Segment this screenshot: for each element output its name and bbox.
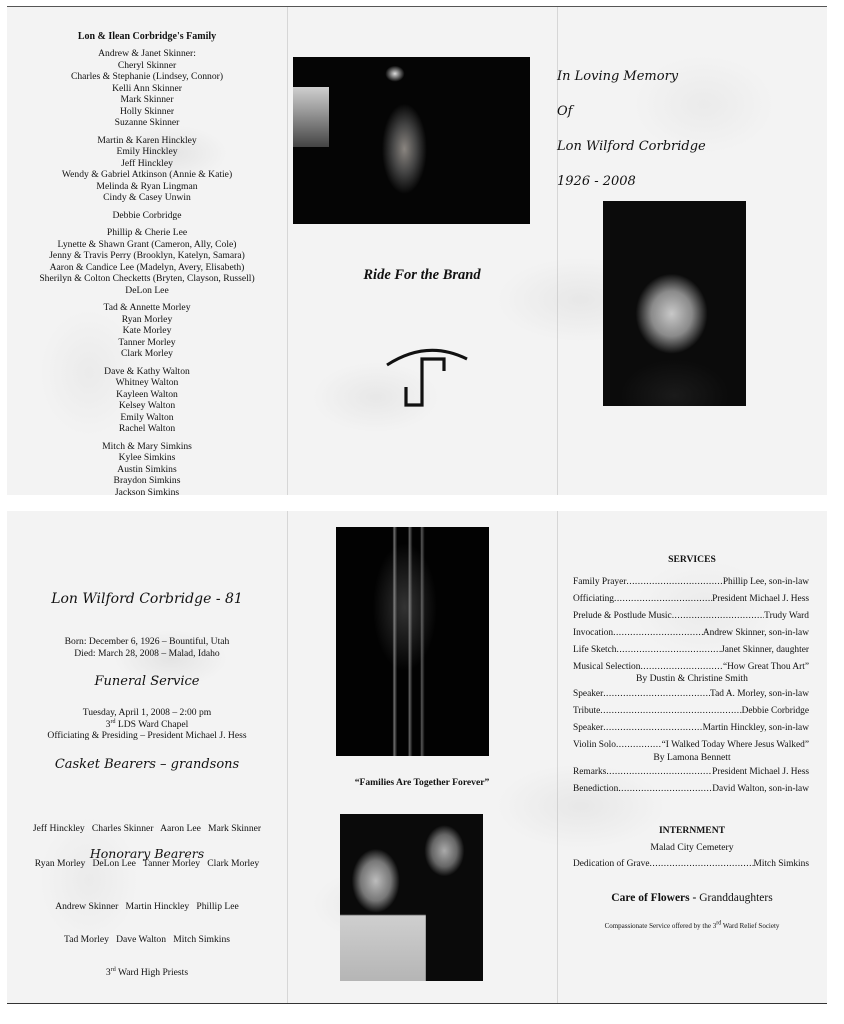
family-member: Emily Hinckley <box>116 146 178 157</box>
family-member: DeLon Lee <box>125 284 169 296</box>
temple-at-night-photo <box>336 527 489 756</box>
casket-bearers-list: Jeff Hinckley Charles Skinner Aaron Lee Mark Skinner Ryan Morley DeLon Lee Tanner Morley Clark Morley <box>32 823 262 869</box>
cover-years: 1926 - 2008 <box>557 174 636 189</box>
service-item: Officiating ..... President Michael J. Hess <box>573 594 809 604</box>
fold-line <box>287 511 288 1003</box>
family-member: Holly Skinner <box>119 105 175 117</box>
service-item: Family Prayer ..... Phillip Lee, son-in-law <box>573 577 809 587</box>
family-member: Kylee Simkins <box>118 452 176 463</box>
family-member: Wendy & Gabriel Atkinson (Annie & Katie) <box>61 169 233 180</box>
family-group <box>7 441 287 499</box>
service-item: Invocation ..... Andrew Skinner, son-in-law <box>573 628 809 638</box>
died-line: Died: March 28, 2008 – Malad, Idaho <box>74 647 220 659</box>
family-member: Lynette & Shawn Grant (Cameron, Ally, Cole) <box>57 238 237 250</box>
cowboy-on-horse-photo <box>293 57 530 224</box>
family-member: Kelsey Walton <box>118 400 176 411</box>
honorary-bearers-list: Andrew Skinner Martin Hinckley Phillip Lee Tad Morley Dave Walton Mitch Simkins 3rd Ward High Priests <box>55 901 239 978</box>
family-member: Mark Skinner <box>120 94 174 105</box>
family-group <box>7 135 287 204</box>
service-item: Prelude & Postlude Music ..... Trudy Ward <box>573 611 809 621</box>
family-member: Melinda & Ryan Lingman <box>96 180 198 192</box>
couple-portrait-photo <box>340 814 483 981</box>
family-member: Austin Simkins <box>117 463 177 475</box>
family-member: Kelli Ann Skinner <box>112 82 182 94</box>
family-member: Braydon Simkins <box>113 475 181 486</box>
family-member: Suzanne Skinner <box>114 117 180 128</box>
funeral-details <box>7 707 287 742</box>
family-member: Kate Morley <box>122 325 172 336</box>
cover-of: Of <box>557 104 573 119</box>
family-member: Cindy & Casey Unwin <box>103 192 191 203</box>
service-item: Speaker ..... Tad A. Morley, son-in-law <box>573 689 809 699</box>
family-group <box>7 366 287 435</box>
family-panel <box>7 7 287 498</box>
service-item: Speaker ..... Martin Hinckley, son-in-law <box>573 723 809 733</box>
family-member: Phillip & Cherie Lee <box>106 227 188 238</box>
family-member: Kayleen Walton <box>116 388 178 400</box>
birth-death-info <box>7 636 287 659</box>
family-member: Emily Walton <box>120 411 174 423</box>
family-group <box>7 227 287 296</box>
family-member: Charles & Stephanie (Lindsey, Connor) <box>70 71 224 82</box>
family-member: Jackson Simkins <box>114 486 180 498</box>
family-member: Sherilyn & Colton Checketts (Bryten, Clayson, Russell) <box>39 273 255 284</box>
fold-line <box>287 7 288 495</box>
family-member: Mitch & Mary Simkins <box>102 440 192 452</box>
compassionate-service-note: Compassionate Service offered by the 3rd Ward Relief Society <box>604 920 780 930</box>
casket-bearers-title: Casket Bearers – grandsons <box>54 757 240 772</box>
family-group <box>7 302 287 360</box>
service-item: Musical Selection ..... “How Great Thou Art” <box>573 662 809 672</box>
family-member: Martin & Karen Hinckley <box>97 134 197 146</box>
family-title: Lon & Ilean Corbridge's Family <box>77 31 217 42</box>
services-title: SERVICES <box>668 554 716 565</box>
service-item: Violin Solo ..... “I Walked Today Where Jesus Walked” <box>573 740 809 750</box>
chapel-line: 3rd LDS Ward Chapel <box>105 718 189 730</box>
violin-performer: By Lamona Bennett <box>653 752 731 763</box>
service-item: Life Sketch ..... Janet Skinner, daughter <box>573 645 809 655</box>
cover-heading: In Loving Memory <box>557 69 679 84</box>
family-member: Tanner Morley <box>118 336 176 348</box>
family-list <box>7 48 287 498</box>
funeral-date: Tuesday, April 1, 2008 – 2:00 pm <box>82 707 212 718</box>
family-member: Andrew & Janet Skinner: <box>98 48 196 59</box>
born-line: Born: December 6, 1926 – Bountiful, Utah <box>64 636 230 647</box>
care-of-flowers: Care of Flowers - Granddaughters <box>611 892 773 904</box>
family-member: Dave & Kathy Walton <box>104 365 190 377</box>
family-group <box>7 210 287 222</box>
family-member: Rachel Walton <box>118 423 176 434</box>
family-member: Ryan Morley <box>121 313 173 325</box>
brand-tagline: Ride For the Brand <box>363 267 481 283</box>
family-member: Tad & Annette Morley <box>103 302 191 313</box>
family-member: Clark Morley <box>121 348 173 359</box>
portrait-photo <box>603 201 746 406</box>
family-member: Jeff Hinckley <box>121 157 173 169</box>
internment-title: INTERNMENT <box>658 825 726 836</box>
service-item: Tribute ..... Debbie Corbridge <box>573 706 809 716</box>
family-member: Aaron & Candice Lee (Madelyn, Avery, Elisabeth) <box>49 261 245 273</box>
family-member: Debbie Corbridge <box>112 209 182 221</box>
obituary-name: Lon Wilford Corbridge - 81 <box>51 591 243 607</box>
cattle-brand-icon <box>382 337 472 417</box>
service-item: Benediction ..... David Walton, son-in-law <box>573 784 809 794</box>
honorary-bearers-title: Honorary Bearers <box>89 846 205 861</box>
family-member: Whitney Walton <box>115 377 179 388</box>
service-item: Remarks ..... President Michael J. Hess <box>573 767 809 777</box>
family-member: Jenny & Travis Perry (Brooklyn, Katelyn, Samara) <box>49 250 245 261</box>
officiating-line: Officiating & Presiding – President Michael J. Hess <box>47 730 247 741</box>
dedication-line: Dedication of Grave ..... Mitch Simkins <box>573 859 809 869</box>
family-group <box>7 48 287 129</box>
musical-performers: By Dustin & Christine Smith <box>636 673 748 684</box>
cemetery-name: Malad City Cemetery <box>650 842 734 853</box>
family-member: Cheryl Skinner <box>117 59 177 71</box>
families-caption: “Families Are Together Forever” <box>354 777 490 788</box>
cover-name: Lon Wilford Corbridge <box>557 139 706 154</box>
funeral-service-title: Funeral Service <box>94 674 200 689</box>
